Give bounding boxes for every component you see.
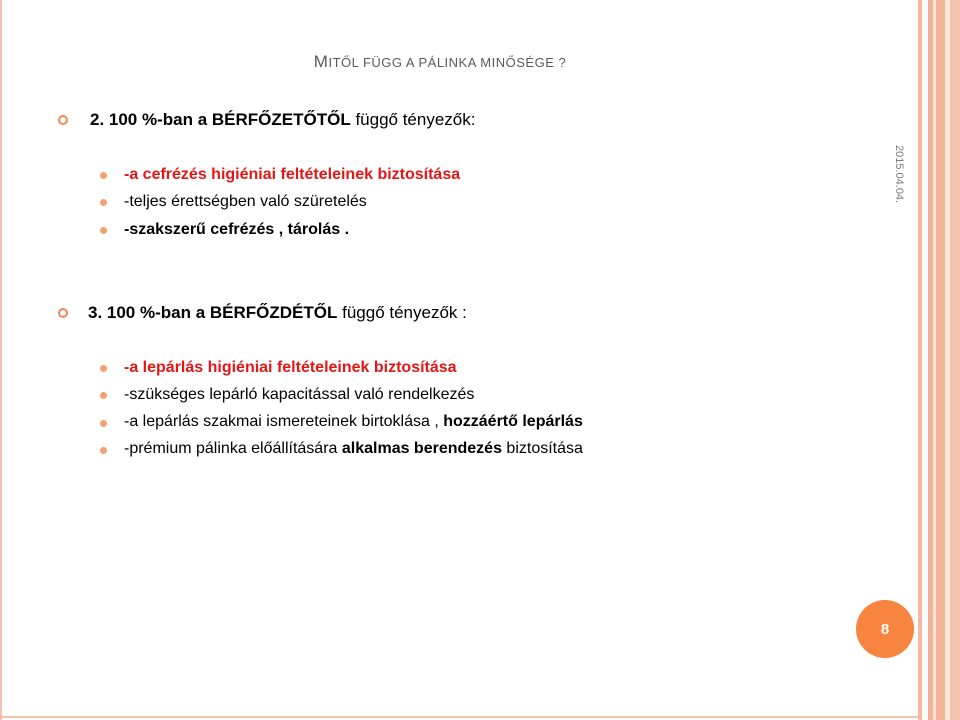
slide-title <box>0 52 880 72</box>
section3-item-plain: -a lepárlás szakmai ismereteinek birtoklása , <box>124 413 444 430</box>
circle-bullet-icon <box>58 115 68 125</box>
section3-heading <box>88 303 467 323</box>
frame-left-border <box>0 0 2 720</box>
dot-bullet-icon <box>100 447 107 454</box>
slide-date: 2015.04.04. <box>893 145 905 204</box>
circle-bullet-icon <box>58 308 68 318</box>
dot-bullet-icon <box>100 365 107 372</box>
title-first-letter: M <box>313 52 329 71</box>
section3-item-after: biztosítása <box>501 440 583 457</box>
section3-heading-bold: BÉRFŐZDÉTŐL <box>209 303 338 322</box>
section2-heading-suffix: függő tényezők: <box>350 110 476 129</box>
dot-bullet-icon <box>100 199 107 206</box>
decorative-stripe <box>950 0 960 720</box>
page-number-badge: 8 <box>856 600 914 658</box>
section3-item-bold: hozzáértő lepárlás <box>443 413 583 430</box>
section3-item <box>124 413 583 431</box>
section2-heading <box>90 110 475 130</box>
section2-heading-prefix: 2. 100 %-ban a <box>90 110 212 129</box>
dot-bullet-icon <box>100 420 107 427</box>
dot-bullet-icon <box>100 172 107 179</box>
section2-item: -a cefrézés higiéniai feltételeinek biztosítása <box>124 166 461 183</box>
section3-item: -a lepárlás higiéniai feltételeinek biztosítása <box>124 359 457 376</box>
section3-item: -szükséges lepárló kapacitással való rendelkezés <box>124 386 475 403</box>
section3-heading-prefix: 3. 100 %-ban a <box>88 303 210 322</box>
section2-heading-bold: BÉRFŐZETŐTŐL <box>211 110 351 129</box>
frame-bottom-border <box>0 716 918 718</box>
section2-item: -szakszerű cefrézés , tárolás . <box>124 221 350 238</box>
section3-item <box>124 440 583 458</box>
dot-bullet-icon <box>100 227 107 234</box>
section2-item: -teljes érettségben való szüretelés <box>124 193 367 210</box>
section3-heading-suffix: függő tényezők : <box>337 303 467 322</box>
section3-item-bold: alkalmas berendezés <box>341 440 502 457</box>
decorative-stripe <box>936 0 945 720</box>
dot-bullet-icon <box>100 392 107 399</box>
title-rest: ITŐL FÜGG A PÁLINKA MINŐSÉGE ? <box>328 55 567 70</box>
section3-item-plain: -prémium pálinka előállítására <box>124 440 342 457</box>
